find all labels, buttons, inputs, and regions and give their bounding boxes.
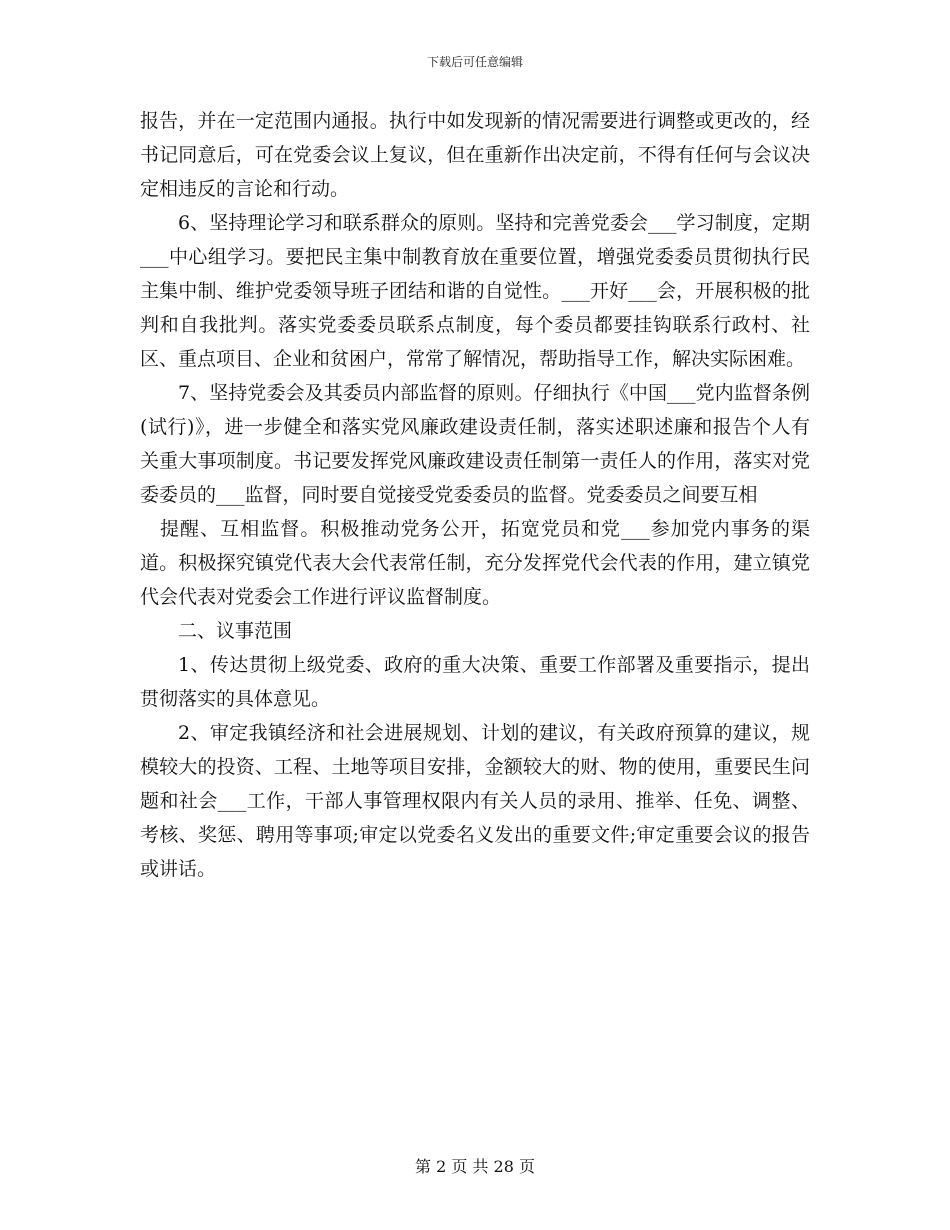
paragraph-scope-2: 2、审定我镇经济和社会进展规划、计划的建议，有关政府预算的建议，规模较大的投资、工程、土地等项目安排，金额较大的财、物的使用，重要民生问题和社会___工作，干部人事管理权限内有关人员的录用、推举、任免、调整、考核、奖惩、聘用等事项;审定以党委名义发出的重要文件;审定重要会议的报告或讲话。	[140, 722, 810, 880]
paragraph-principle-7-continued: 提醒、互相监督。积极推动党务公开，拓宽党员和党___参加党内事务的渠道。积极探究镇党代表大会代表常任制，充分发挥党代会代表的作用，建立镇党代会代表对党委会工作进行评议监督制度。	[140, 518, 810, 608]
section-heading-scope: 二、议事范围	[178, 620, 293, 642]
document-body	[140, 104, 810, 886]
paragraph-continuation: 报告，并在一定范围内通报。执行中如发现新的情况需要进行调整或更改的，经书记同意后，可在党委会议上复议，但在重新作出决定前，不得有任何与会议决定相违反的言论和行动。	[140, 110, 810, 200]
paragraph-scope-1: 1、传达贯彻上级党委、政府的重大决策、重要工作部署及重要指示，提出贯彻落实的具体意见。	[140, 654, 810, 710]
paragraph-principle-6: 6、坚持理论学习和联系群众的原则。坚持和完善党委会___学习制度，定期___中心组学习。要把民主集中制教育放在重要位置，增强党委委员贯彻执行民主集中制、维护党委领导班子团结和谐的自觉性。___开好___会，开展积极的批判和自我批判。落实党委委员联系点制度，每个委员都要挂钩联系行政村、社区、重点项目、企业和贫困户，常常了解情况，帮助指导工作，解决实际困难。	[140, 212, 810, 370]
paragraph-principle-7: 7、坚持党委会及其委员内部监督的原则。仔细执行《中国___党内监督条例(试行)》，进一步健全和落实党风廉政建设责任制，落实述职述廉和报告个人有关重大事项制度。书记要发挥党风廉政建设责任制第一责任人的作用，落实对党委委员的___监督，同时要自觉接受党委委员的监督。党委委员之间要互相	[140, 382, 810, 506]
page-header: 下载后可任意编辑	[426, 55, 523, 69]
page-number-footer: 第 2 页 共 28 页	[415, 1157, 535, 1176]
